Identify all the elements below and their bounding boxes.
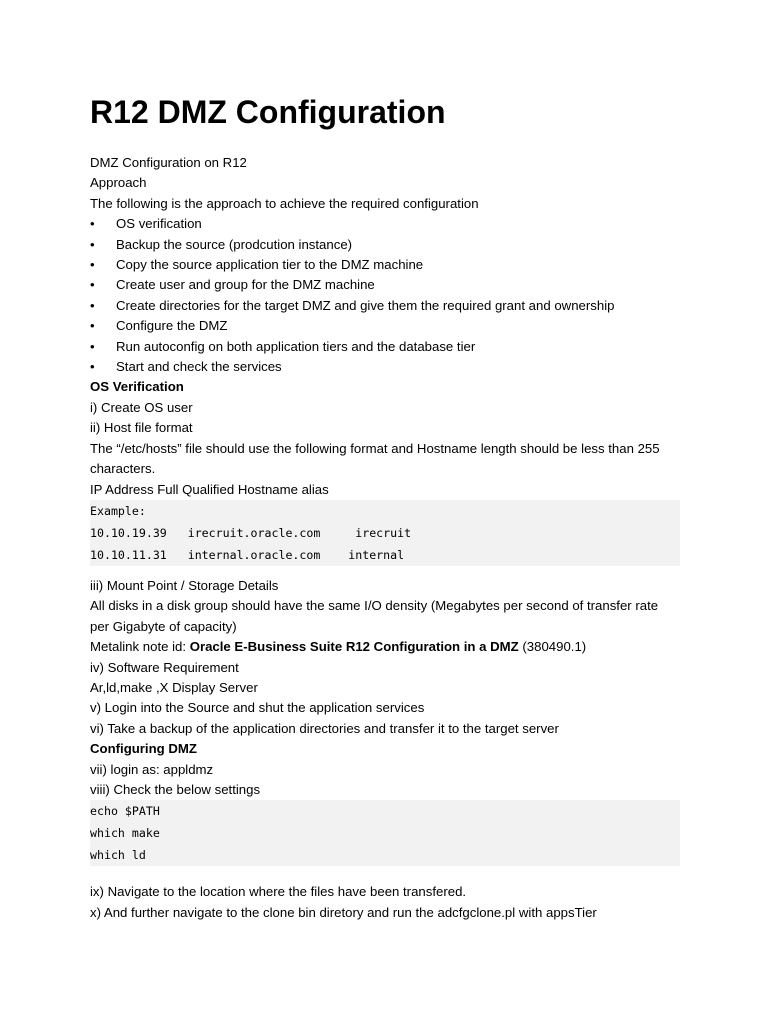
step-iii: iii) Mount Point / Storage Details bbox=[90, 577, 279, 593]
list-item bbox=[90, 235, 680, 255]
list-item bbox=[90, 357, 680, 377]
bullet-icon: • bbox=[90, 257, 95, 273]
intro-line-2: Approach bbox=[90, 175, 147, 191]
step-vii: vii) login as: appldmz bbox=[90, 761, 214, 777]
step-viii: viii) Check the below settings bbox=[90, 781, 261, 797]
list-item-text: Run autoconfig on both application tiers and the database tier bbox=[116, 338, 476, 354]
step-vi: vi) Take a backup of the application directories and transfer it to the target server bbox=[90, 720, 559, 736]
document-title: R12 DMZ Configuration bbox=[90, 94, 446, 130]
step-v: v) Login into the Source and shut the application services bbox=[90, 700, 425, 716]
list-item bbox=[90, 316, 680, 336]
code-line: which make bbox=[90, 826, 160, 841]
step-ii: ii) Host file format bbox=[90, 420, 193, 436]
bullet-icon: • bbox=[90, 318, 95, 334]
step-iv: iv) Software Requirement bbox=[90, 659, 239, 675]
metalink-line bbox=[90, 637, 680, 657]
configuring-dmz-heading: Configuring DMZ bbox=[90, 741, 197, 757]
metalink-prefix: Metalink note id: bbox=[90, 639, 190, 655]
disks-note: All disks in a disk group should have the same I/O density (Megabytes per second of transfer rate per Gigabyte of capacity) bbox=[90, 598, 659, 634]
list-item bbox=[90, 255, 680, 275]
list-item bbox=[90, 275, 680, 295]
code-line: which ld bbox=[90, 848, 146, 863]
step-ix: ix) Navigate to the location where the files have been transfered. bbox=[90, 884, 467, 900]
intro-line-1: DMZ Configuration on R12 bbox=[90, 155, 247, 170]
step-i: i) Create OS user bbox=[90, 399, 193, 415]
list-item-text: OS verification bbox=[116, 216, 202, 232]
bullet-icon: • bbox=[90, 216, 95, 232]
hosts-columns-line: IP Address Full Qualified Hostname alias bbox=[90, 481, 329, 497]
bullet-icon: • bbox=[90, 359, 95, 375]
list-item-text: Copy the source application tier to the DMZ machine bbox=[116, 257, 424, 273]
list-item-text: Backup the source (prodcution instance) bbox=[116, 236, 353, 252]
list-item bbox=[90, 296, 680, 316]
bullet-icon: • bbox=[90, 297, 95, 313]
bullet-icon: • bbox=[90, 277, 95, 293]
intro-line-3: The following is the approach to achieve the required configuration bbox=[90, 195, 479, 211]
code-line: Example: bbox=[90, 503, 146, 518]
hosts-note: The “/etc/hosts” file should use the following format and Hostname length should be less than 255 characters. bbox=[90, 440, 660, 477]
bullet-icon: • bbox=[90, 236, 95, 252]
os-verification-heading: OS Verification bbox=[90, 379, 184, 395]
code-line: 10.10.19.39 irecruit.oracle.com irecruit bbox=[90, 525, 412, 540]
code-line: echo $PATH bbox=[90, 804, 160, 819]
metalink-suffix: (380490.1) bbox=[518, 639, 587, 655]
bullet-icon: • bbox=[90, 338, 95, 354]
list-item bbox=[90, 337, 680, 357]
document-body bbox=[90, 153, 680, 923]
software-list: Ar,ld,make ,X Display Server bbox=[90, 679, 258, 695]
settings-code bbox=[90, 800, 680, 866]
list-item bbox=[90, 214, 680, 234]
list-item-text: Create directories for the target DMZ and give them the required grant and ownership bbox=[116, 297, 615, 313]
step-x: x) And further navigate to the clone bin diretory and run the adcfgclone.pl with appsTier bbox=[90, 904, 597, 920]
list-item-text: Create user and group for the DMZ machine bbox=[116, 277, 375, 293]
list-item-text: Configure the DMZ bbox=[116, 318, 228, 334]
code-line: 10.10.11.31 internal.oracle.com internal bbox=[90, 547, 405, 562]
hosts-example-code bbox=[90, 500, 680, 566]
spacer bbox=[90, 566, 680, 576]
spacer bbox=[90, 866, 680, 882]
metalink-title: Oracle E-Business Suite R12 Configuration in a DMZ bbox=[189, 639, 519, 655]
list-item-text: Start and check the services bbox=[116, 359, 282, 375]
approach-list bbox=[90, 214, 680, 377]
